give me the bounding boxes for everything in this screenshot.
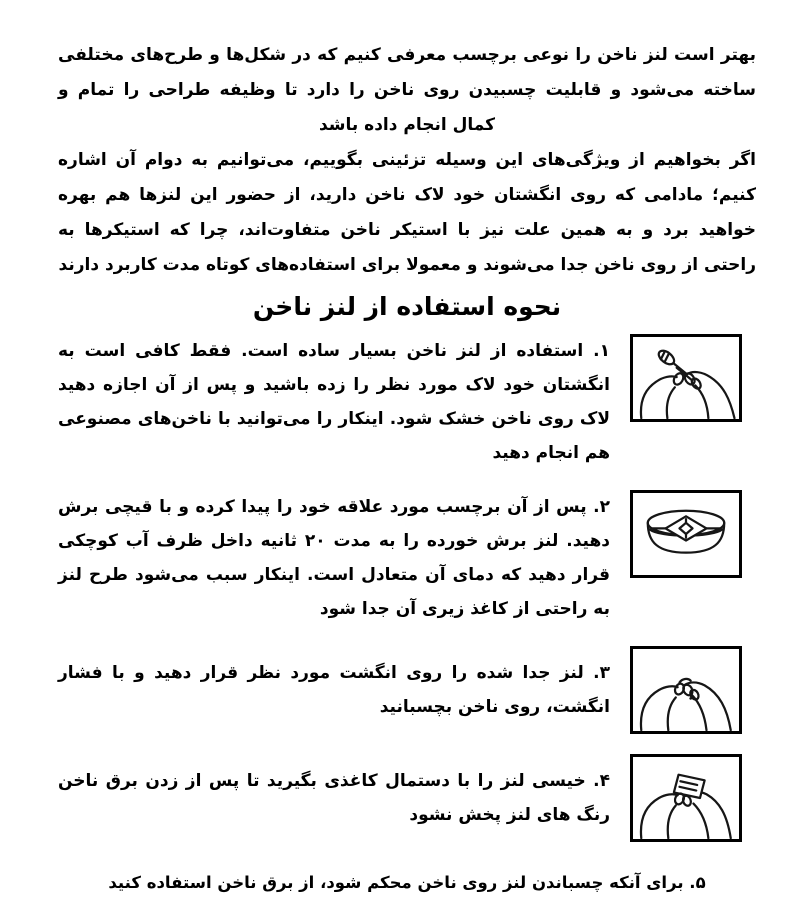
bowl-of-water-with-lens-icon — [633, 493, 739, 575]
step4-text: ۴. خیسی لنز را با دستمال کاغذی بگیرید تا پس از زدن برق ناخن رنگ های لنز پخش نشود — [58, 771, 610, 825]
step2-text: ۲. پس از آن برچسب مورد علاقه خود را پیدا کرده و با قیچی برش دهید. لنز برش خورده را به مدت ۲۰ ثانیه داخل ظرف آب کوچکی قرار دهید که دمای آن متعادل است. اینکار سبب می‌شود طرح لنز به راحتی از کاغذ زیری آن جدا شود — [58, 497, 610, 619]
step3-illustration-frame — [630, 646, 742, 734]
intro-paragraph-1: بهتر است لنز ناخن را نوعی برچسب معرفی کنیم که در شکل‌ها و طرح‌های مختلفی ساخته می‌شود و قابلیت چسبیدن روی ناخن را دارد تا وظیفه طراحی را تمام و کمال انجام داده باشد — [58, 45, 756, 135]
intro-section — [58, 38, 756, 283]
step-item-1 — [58, 334, 756, 470]
steps-list — [58, 334, 756, 842]
step1-illustration-frame — [630, 334, 742, 422]
step-item-2 — [58, 490, 756, 626]
step1-text: ۱. استفاده از لنز ناخن بسیار ساده است. فقط کافی است به انگشتان خود لاک مورد نظر را زده باشید و پس از آن اجازه دهید لاک روی ناخن خشک شود. اینکار را می‌توانید با ناخن‌های مصنوعی هم انجام دهید — [58, 341, 610, 463]
step2-illustration-frame — [630, 490, 742, 578]
document-page — [58, 38, 756, 898]
hands-pressing-lens-on-nail-icon — [633, 649, 739, 731]
step4-illustration-frame — [630, 754, 742, 842]
step-item-3 — [58, 646, 756, 734]
step3-text: ۳. لنز جدا شده را روی انگشت مورد نظر قرار دهید و با فشار انگشت، روی ناخن بچسبانید — [58, 663, 610, 717]
page-title: نحوه استفاده از لنز ناخن — [252, 292, 562, 321]
step-item-4 — [58, 754, 756, 842]
hands-drying-nail-with-tissue-icon — [633, 757, 739, 839]
final-step-text: ۵. برای آنکه چسباندن لنز روی ناخن محکم شود، از برق ناخن استفاده کنید — [108, 873, 706, 892]
hands-painting-nail-icon — [633, 337, 739, 419]
intro-paragraph-2: اگر بخواهیم از ویژگی‌های این وسیله تزئینی بگوییم، می‌توانیم به دوام آن اشاره کنیم؛ مادامی که روی انگشتان خود لاک ناخن دارید، از حضور این لنزها هم بهره خواهید برد و به همین علت نیز با استیکر ناخن متفاوت‌اند، چرا که استیکرها به راحتی از روی ناخن جدا می‌شوند و معمولا برای استفاده‌های کوتاه مدت کاربرد دارند — [58, 150, 756, 275]
